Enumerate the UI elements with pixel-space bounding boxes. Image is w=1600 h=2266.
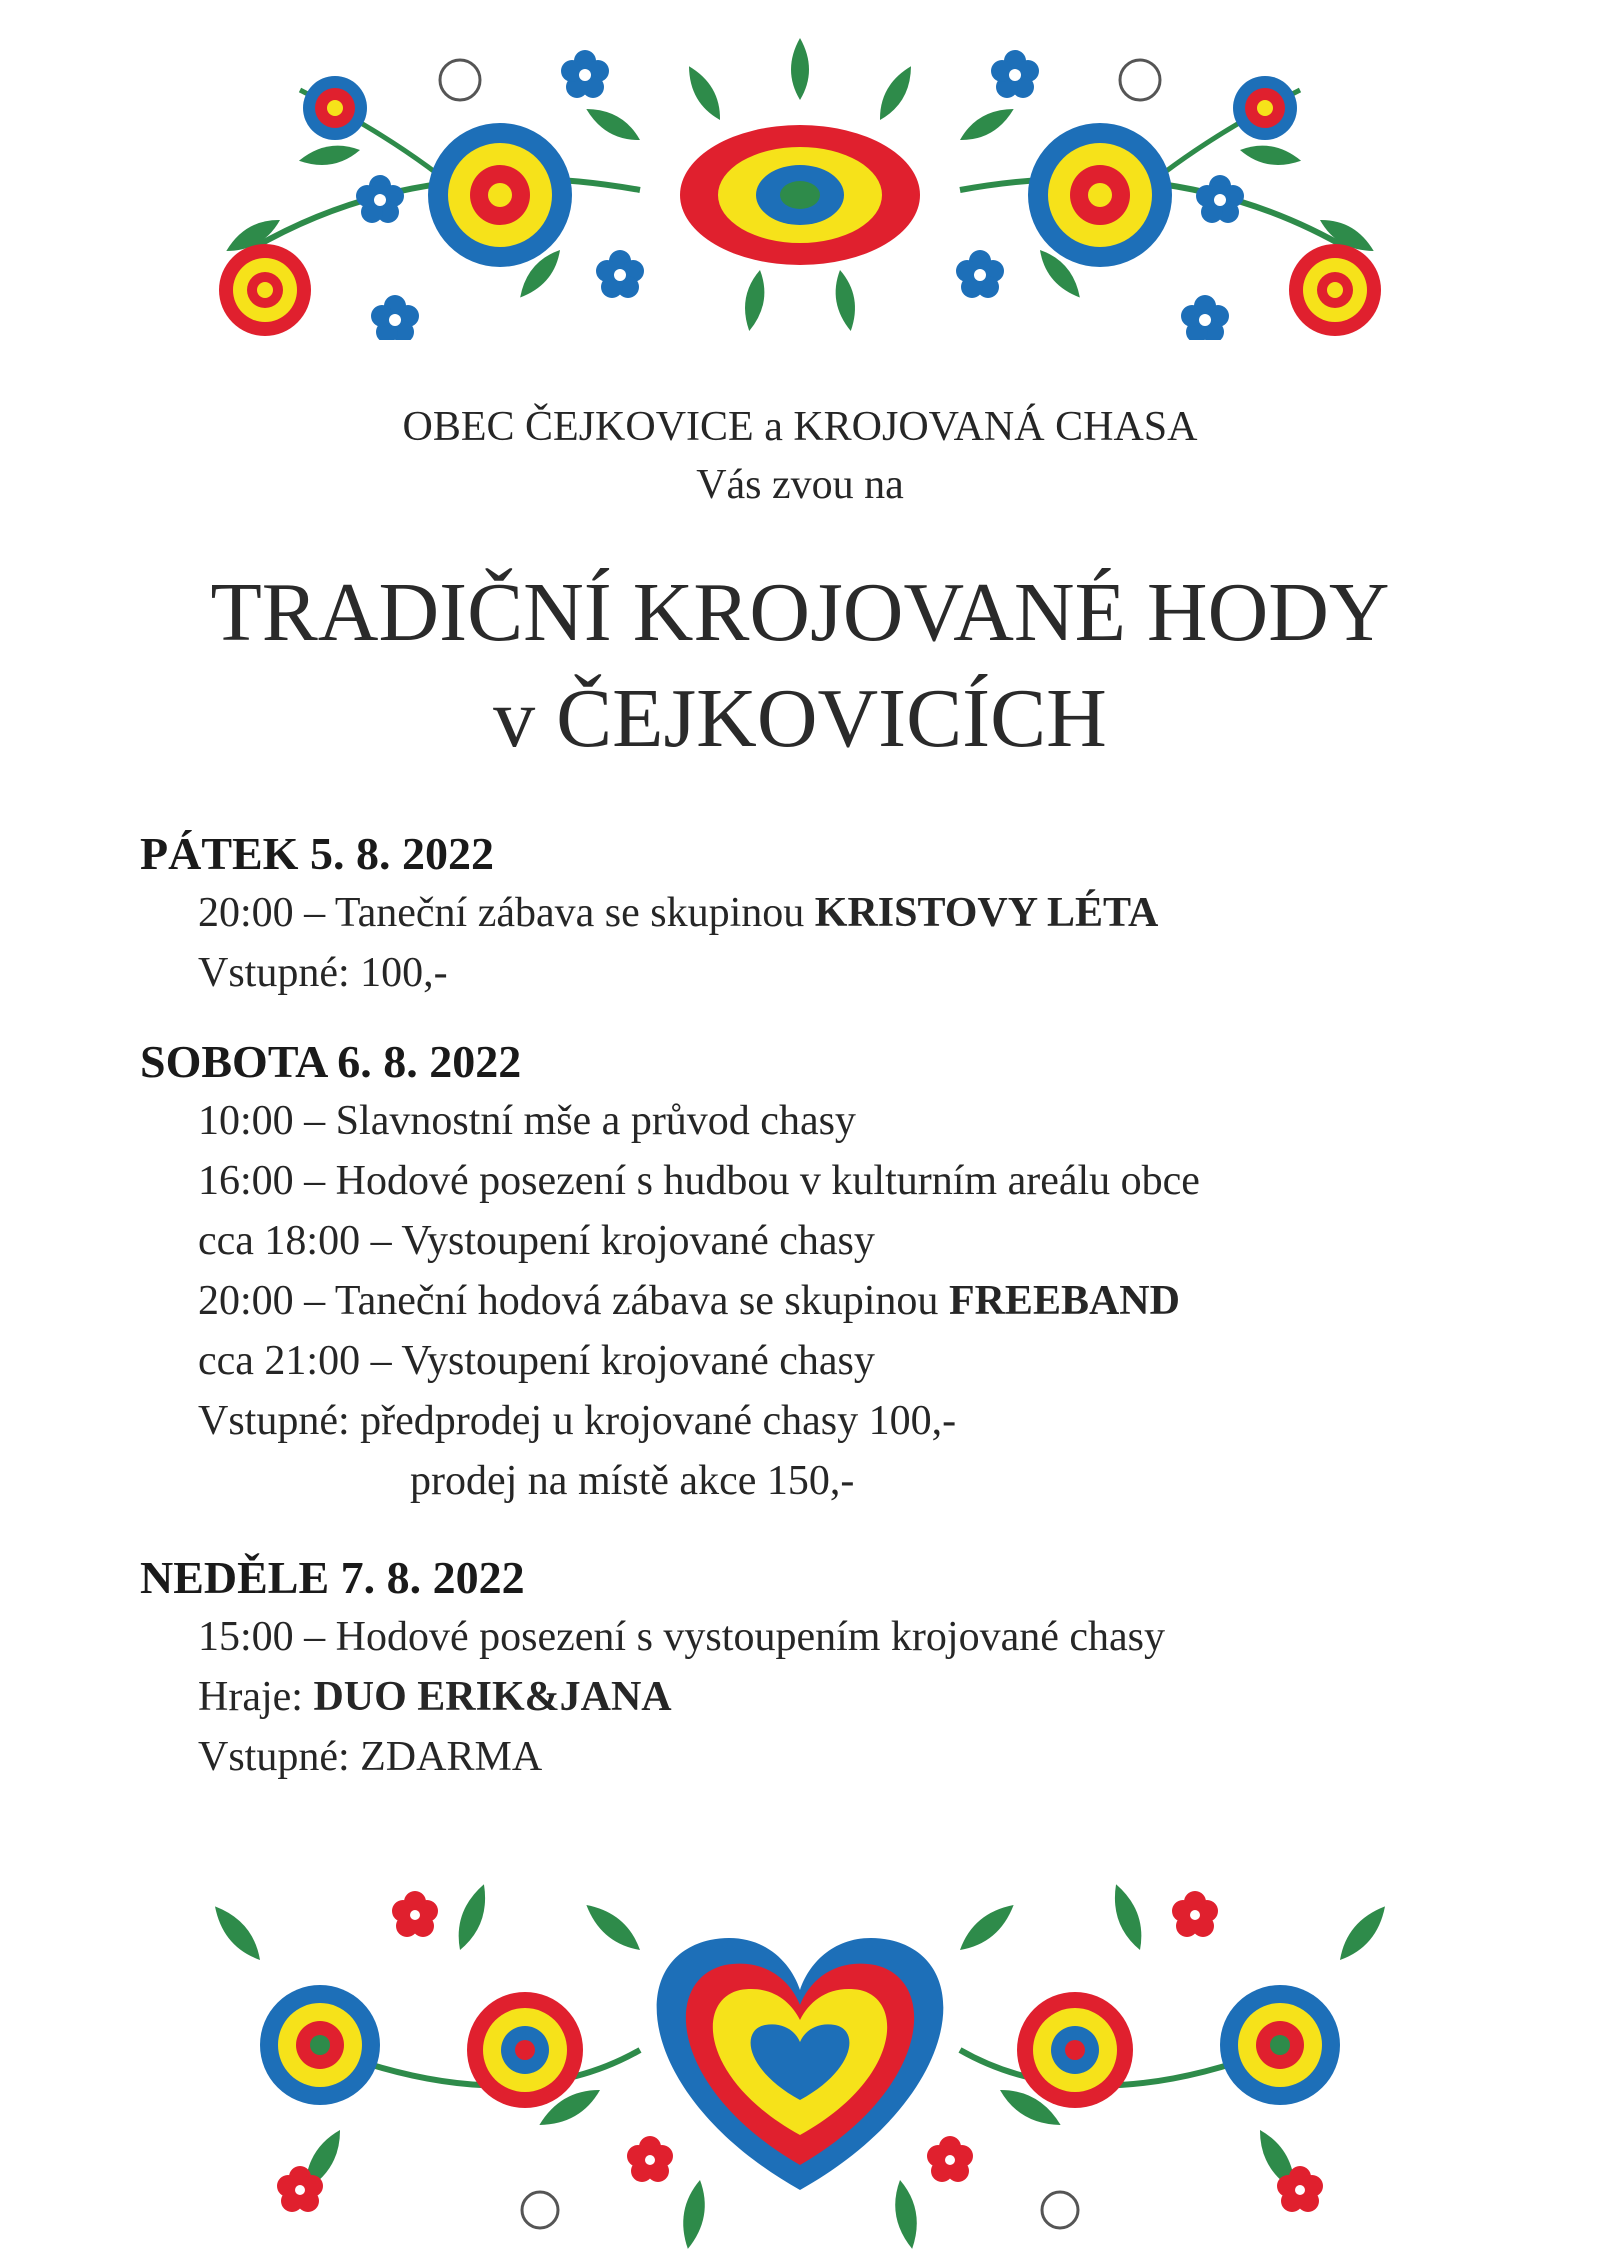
program-item: cca 21:00 – Vystoupení krojované chasy xyxy=(198,1338,875,1384)
day-heading: PÁTEK 5. 8. 2022 xyxy=(140,828,494,879)
program-item: 10:00 – Slavnostní mše a průvod chasy xyxy=(198,1098,856,1144)
day-block-saturday xyxy=(140,1033,1500,1511)
invite-line: Vás zvou na xyxy=(696,462,904,508)
program-item xyxy=(140,1271,1500,1331)
bottom-floral-ornament xyxy=(0,1830,1600,2250)
admission: Vstupné: ZDARMA xyxy=(198,1734,543,1780)
invitation-header xyxy=(0,398,1600,514)
program-item: 16:00 – Hodové posezení s hudbou v kulturním areálu obce xyxy=(198,1158,1200,1204)
band-name: DUO ERIK&JANA xyxy=(313,1674,672,1720)
item-text: Hraje: xyxy=(198,1674,314,1720)
program-item: 15:00 – Hodové posezení s vystoupením krojované chasy xyxy=(198,1614,1165,1660)
day-block-friday xyxy=(140,825,1500,1003)
organizer-line: OBEC ČEJKOVICE a KROJOVANÁ CHASA xyxy=(402,404,1198,450)
title-line-1: TRADIČNÍ KROJOVANÉ HODY xyxy=(210,566,1390,659)
band-name: KRISTOVY LÉTA xyxy=(814,890,1159,936)
band-name: FREEBAND xyxy=(948,1278,1180,1324)
program-item: cca 18:00 – Vystoupení krojované chasy xyxy=(198,1218,875,1264)
day-heading: SOBOTA 6. 8. 2022 xyxy=(140,1036,522,1087)
item-text: 20:00 – Taneční hodová zábava se skupinou xyxy=(198,1278,949,1324)
admission: Vstupné: 100,- xyxy=(198,950,448,996)
day-heading: NEDĚLE 7. 8. 2022 xyxy=(140,1552,525,1603)
top-floral-ornament xyxy=(0,20,1600,340)
program xyxy=(140,825,1500,1787)
program-item xyxy=(140,883,1500,943)
item-text: 20:00 – Taneční zábava se skupinou xyxy=(198,890,815,936)
day-block-sunday xyxy=(140,1549,1500,1787)
program-item xyxy=(140,1667,1500,1727)
title-line-2: v ČEJKOVICÍCH xyxy=(493,672,1107,765)
admission: Vstupné: předprodej u krojované chasy 100,- xyxy=(198,1398,957,1444)
admission-onsite: prodej na místě akce 150,- xyxy=(410,1458,855,1504)
event-title xyxy=(0,560,1600,772)
